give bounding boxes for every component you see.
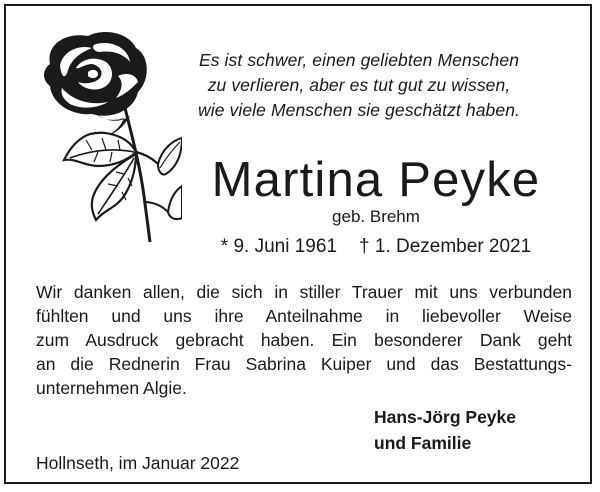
birth-date: 9. Juni 1961 xyxy=(233,236,338,257)
life-dates xyxy=(196,234,556,260)
thanks-line: an die Rednerin Frau Sabrina Kuiper und das Bestattungs- xyxy=(36,354,572,374)
verse-line: wie viele Menschen sie geschätzt haben. xyxy=(197,100,520,120)
verse-line: zu verlieren, aber es tut gut zu wissen, xyxy=(207,75,511,95)
thanks-line: zum Ausdruck gebracht haben. Ein besonderer Dank geht xyxy=(36,330,572,350)
signature-family: und Familie xyxy=(374,433,472,453)
deceased-name: Martina Peyke xyxy=(211,153,541,207)
maiden-name: geb. Brehm xyxy=(332,207,420,226)
memorial-verse xyxy=(182,48,536,123)
death-date: 1. Dezember 2021 xyxy=(374,236,532,257)
thanks-line: Wir danken allen, die sich in stiller Trauer mit uns verbunden xyxy=(36,282,572,302)
place-date: Hollnseth, im Januar 2022 xyxy=(36,453,240,473)
signature-name: Hans-Jörg Peyke xyxy=(374,407,517,427)
thanks-line: fühlten und uns ihre Anteilnahme in liebevoller Weise xyxy=(36,306,572,326)
birth-symbol: * xyxy=(220,236,229,257)
obituary-card xyxy=(4,4,592,484)
thanks-line: unternehmen Algie. xyxy=(36,378,187,398)
signature xyxy=(374,404,516,456)
verse-line: Es ist schwer, einen geliebten Menschen xyxy=(198,50,520,70)
thanks-paragraph xyxy=(36,280,572,400)
rose-icon xyxy=(32,26,182,248)
death-symbol: † xyxy=(359,236,370,257)
